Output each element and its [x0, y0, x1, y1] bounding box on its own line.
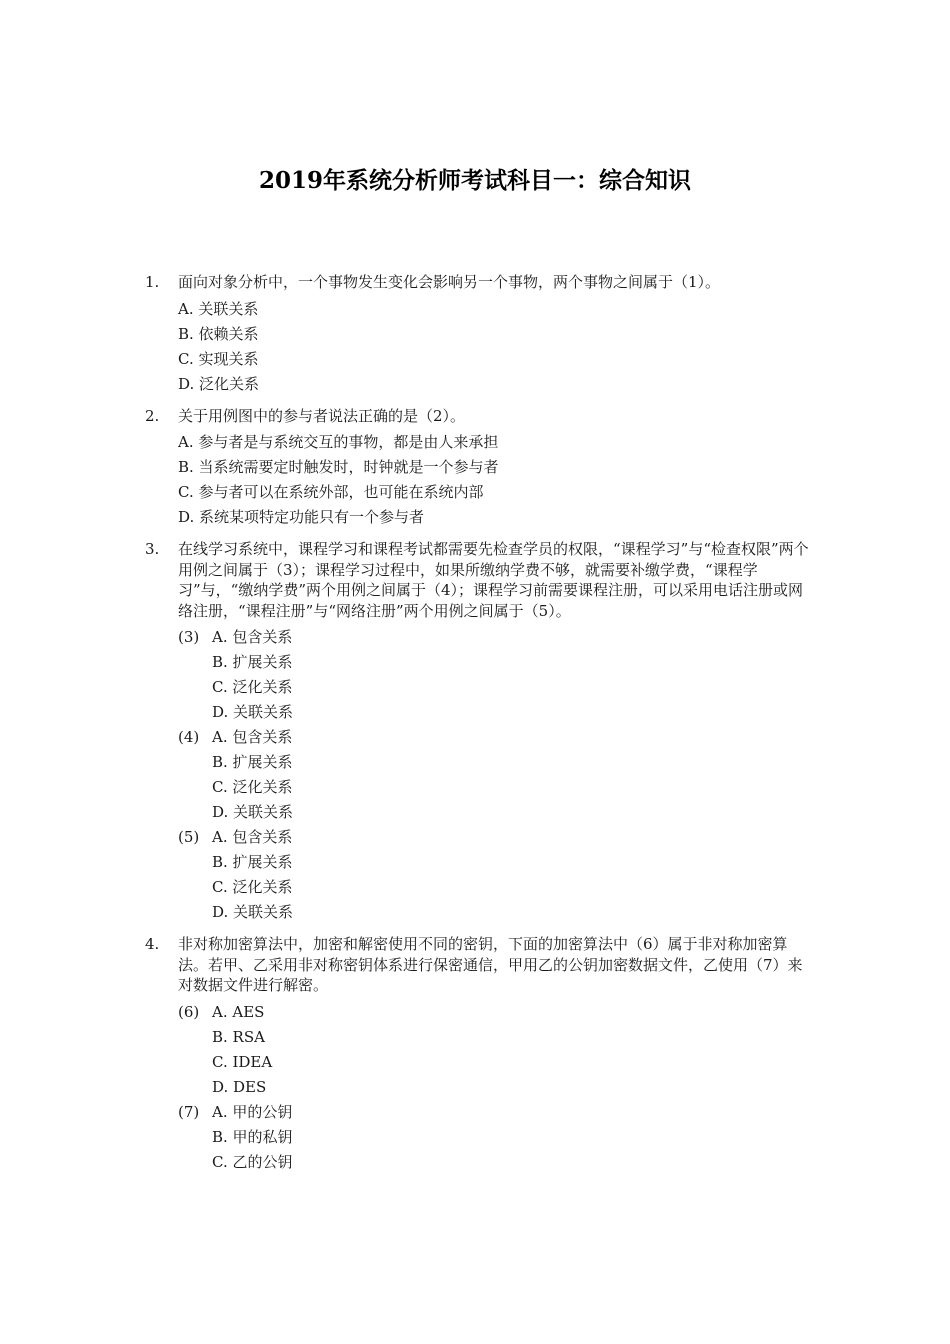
question-number: 4.: [145, 935, 160, 953]
option-d: D. 关联关系: [212, 803, 294, 821]
option-d: D. 泛化关系: [178, 374, 260, 393]
option-a: A. 包含关系: [212, 828, 293, 846]
option-c: C. 参与者可以在系统外部，也可能在系统内部: [178, 483, 484, 501]
option-c: C. 实现关系: [178, 349, 259, 368]
question-stem: 在线学习系统中，课程学习和课程考试都需要先检查学员的权限，“课程学习”与“检查权限”两个用例之间属于（3）；课程学习过程中，如果所缴纳学费不够，就需要补缴学费，“课程学习”与，“缴纳学费”两个用例之间属于（4）；课程学习前需要课程注册，可以采用电话注册或网络注册，“课程注册”与“网络注册”两个用例之间属于（5）。: [178, 540, 809, 620]
question-stem: 非对称加密算法中，加密和解密使用不同的密钥，下面的加密算法中（6）属于非对称加密算法。若甲、乙采用非对称密钥体系进行保密通信，甲用乙的公钥加密数据文件，乙使用（7）来对数据文件进行解密。: [178, 935, 803, 994]
question-1: [0, 272, 950, 397]
option-b: B. RSA: [212, 1027, 265, 1046]
option-a: A. 包含关系: [212, 628, 293, 646]
option-b: B. 扩展关系: [212, 653, 293, 671]
sub-question-label: (5): [178, 828, 200, 846]
question-stem: 关于用例图中的参与者说法正确的是（2）。: [178, 406, 466, 425]
option-a: A. 关联关系: [178, 299, 259, 318]
option-b: B. 扩展关系: [212, 853, 293, 871]
option-c: C. 泛化关系: [212, 778, 293, 796]
option-b: B. 当系统需要定时触发时，时钟就是一个参与者: [178, 458, 499, 476]
question-2: [0, 406, 950, 531]
option-b: B. 甲的私钥: [212, 1127, 293, 1146]
option-c: C. IDEA: [212, 1052, 273, 1071]
sub-question-label: (7): [178, 1102, 200, 1121]
option-a: A. 参与者是与系统交互的事物，都是由人来承担: [178, 433, 499, 451]
question-number: 3.: [145, 540, 160, 558]
sub-question-label: (4): [178, 728, 200, 746]
sub-question-label: (3): [178, 628, 200, 646]
option-a: A. 包含关系: [212, 728, 293, 746]
option-a: A. 甲的公钥: [212, 1102, 293, 1121]
option-c: C. 泛化关系: [212, 878, 293, 896]
document-title: 2019年系统分析师考试科目一：综合知识: [258, 167, 691, 194]
option-b: B. 扩展关系: [212, 753, 293, 771]
question-list: [0, 272, 950, 1184]
question-number: 1.: [145, 273, 160, 291]
option-d: D. DES: [212, 1077, 267, 1096]
option-c: C. 乙的公钥: [212, 1152, 293, 1171]
sub-question-3: [0, 625, 950, 725]
question-4: [0, 934, 950, 1175]
sub-question-4: [0, 725, 950, 825]
sub-question-label: (6): [178, 1002, 200, 1021]
question-3: [0, 539, 950, 925]
sub-question-7: [0, 1100, 950, 1175]
sub-question-6: [0, 1000, 950, 1100]
option-a: A. AES: [212, 1002, 265, 1021]
sub-question-5: [0, 825, 950, 925]
option-c: C. 泛化关系: [212, 678, 293, 696]
option-d: D. 关联关系: [212, 703, 294, 721]
question-number: 2.: [145, 406, 160, 425]
question-stem: 面向对象分析中，一个事物发生变化会影响另一个事物，两个事物之间属于（1）。: [178, 273, 721, 291]
option-d: D. 系统某项特定功能只有一个参与者: [178, 508, 425, 526]
option-d: D. 关联关系: [212, 903, 294, 921]
option-b: B. 依赖关系: [178, 324, 259, 343]
